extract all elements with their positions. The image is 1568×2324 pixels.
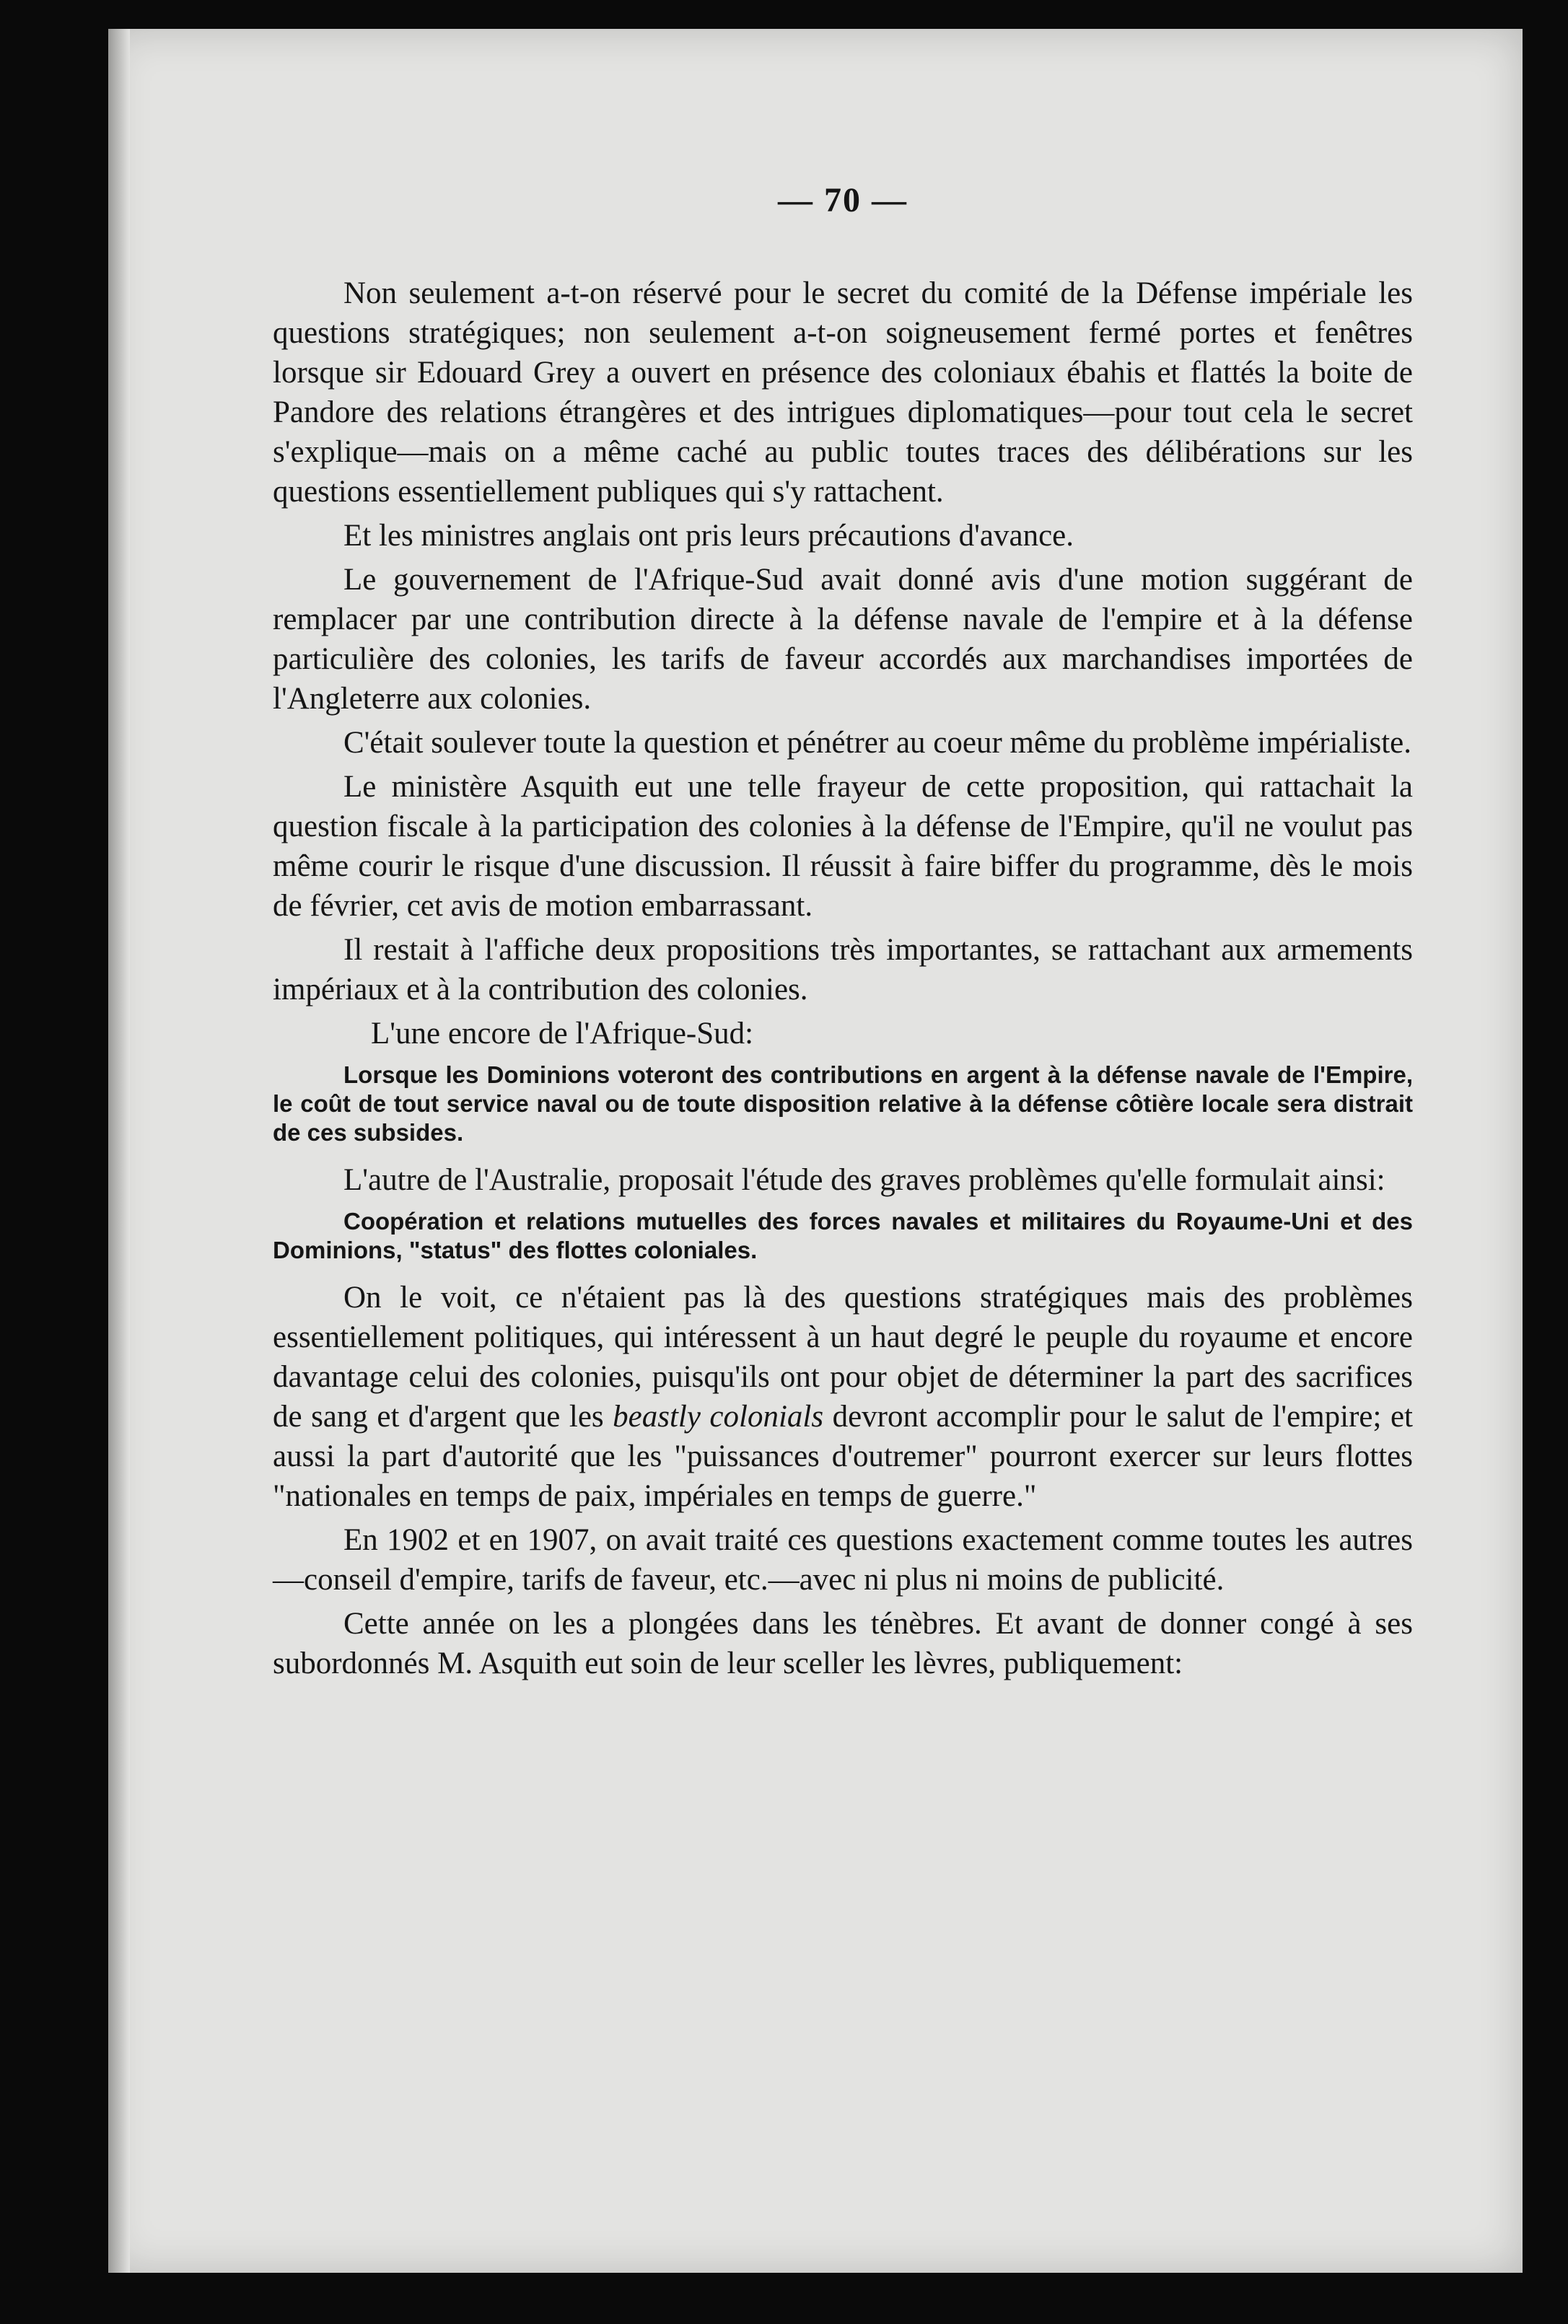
paragraph-8: En 1902 et en 1907, on avait traité ces questions exactement comme toutes les autres—conseil d'empire, tarifs de faveur, etc.—avec ni plus ni moins de publicité.	[273, 1523, 1413, 1597]
paragraph-7-italic-phrase: beastly colonials	[613, 1400, 824, 1434]
paragraph-4: C'était soulever toute la question et pénétrer au coeur même du problème impérialiste.	[343, 726, 1411, 760]
motion-quote-australia: Coopération et relations mutuelles des forces navales et militaires du Royaume-Uni et des Dominions, "status" des flottes coloniales.	[273, 1208, 1413, 1263]
paragraph-7-text-b: devront accomplir pour le salut de l'empire; et aussi la part d'autorité que les "puissances d'outremer" pourront exercer sur leurs flottes "nationales en temps de paix, impériales en temps de guerre."	[273, 1400, 1413, 1513]
page-text	[273, 180, 1413, 1688]
page-edge-shadow	[108, 29, 130, 2273]
motion-quote-south-africa: Lorsque les Dominions voteront des contributions en argent à la défense navale de l'Empire, le coût de tout service naval ou de toute disposition relative à la défense côtière locale sera distrait de ces subsides.	[273, 1061, 1413, 1146]
paragraph-2: Et les ministres anglais ont pris leurs précautions d'avance.	[343, 519, 1074, 553]
page-number: — 70 —	[778, 181, 908, 219]
paragraph-6: Il restait à l'affiche deux propositions très importantes, se rattachant aux armements impériaux et à la contribution des colonies.	[273, 933, 1413, 1007]
paragraph-9: Cette année on les a plongées dans les ténèbres. Et avant de donner congé à ses subordonnés M. Asquith eut soin de leur sceller les lèvres, publiquement:	[273, 1607, 1413, 1680]
paragraph-3: Le gouvernement de l'Afrique-Sud avait donné avis d'une motion suggérant de remplacer par une contribution directe à la défense navale de l'empire et à la défense particulière des colonies, les tarifs de faveur accordés aux marchandises importées de l'Angleterre aux colonies.	[273, 563, 1413, 716]
paragraph-5: Le ministère Asquith eut une telle frayeur de cette proposition, qui rattachait la question fiscale à la participation des colonies à la défense de l'Empire, qu'il ne voulut pas même courir le risque d'une discussion. Il réussit à faire biffer du programme, dès le mois de février, cet avis de motion embarrassant.	[273, 770, 1413, 923]
motion-intro-australia: L'autre de l'Australie, proposait l'étude des graves problèmes qu'elle formulait ainsi:	[343, 1163, 1385, 1197]
paragraph-7-text-a: On le voit, ce n'étaient pas là des questions stratégiques mais des problèmes essentiellement politiques, qui intéressent à un haut degré le peuple du royaume et encore davantage celui des colonies, puisqu'ils ont pour objet de déterminer la part des sacrifices de sang et d'argent que les	[273, 1281, 1413, 1434]
motion-intro-south-africa: L'une encore de l'Afrique-Sud:	[371, 1017, 754, 1051]
paragraph-7	[273, 1278, 1413, 1516]
paragraph-1: Non seulement a-t-on réservé pour le secret du comité de la Défense impériale les questions stratégiques; non seulement a-t-on soigneusement fermé portes et fenêtres lorsque sir Edouard Grey a ouvert en présence des coloniaux ébahis et flattés la boite de Pandore des relations étrangères et des intrigues diplomatiques—pour tout cela le secret s'explique—mais on a même caché au public toutes traces des délibérations sur les questions essentiellement publiques qui s'y rattachent.	[273, 276, 1413, 509]
